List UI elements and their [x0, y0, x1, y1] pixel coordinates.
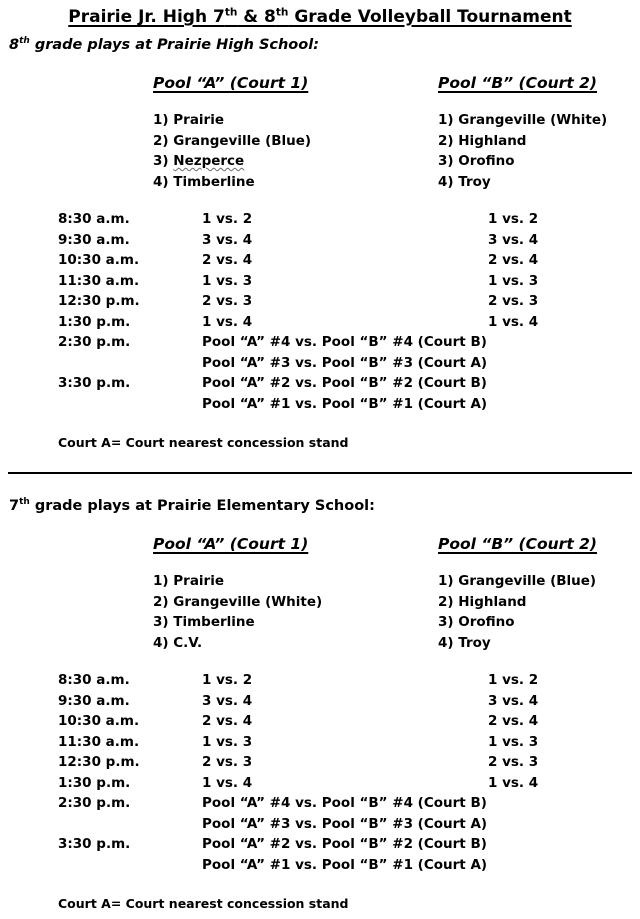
pool-b-matchup: 1 vs. 3 [488, 734, 539, 750]
pool-b-team-list [438, 110, 607, 192]
pool-a-matchup: 1 vs. 4 [202, 314, 253, 330]
title-text: Prairie Jr. High 7 [68, 7, 225, 27]
schedule-row [0, 232, 640, 253]
team-item: 1) Prairie [153, 573, 224, 589]
pool-a-team-list [153, 110, 311, 192]
crossover-matchup: Pool “A” #3 vs. Pool “B” #3 (Court A) [202, 816, 488, 832]
heading-text: grade plays at Prairie Elementary School: [29, 498, 375, 514]
grade7-section [0, 498, 640, 918]
team-item: 1) Grangeville (White) [438, 112, 608, 128]
pool-play-schedule [0, 672, 640, 796]
team-item: 4) C.V. [153, 634, 203, 651]
game-time: 12:30 p.m. [58, 293, 140, 309]
crossover-matchup: Pool “A” #2 vs. Pool “B” #2 (Court B) [202, 375, 487, 391]
schedule-row [0, 775, 640, 796]
title-text: Grade Volleyball Tournament [288, 7, 572, 27]
pool-a-matchup: 1 vs. 3 [202, 734, 253, 750]
pool-a-matchup: 1 vs. 2 [202, 672, 253, 688]
team-item: 1) Prairie [153, 112, 224, 128]
pool-b-matchup: 1 vs. 3 [488, 273, 539, 289]
grade8-section [0, 37, 640, 457]
team-item: 3) Orofino [438, 153, 515, 170]
pool-b-matchup: 1 vs. 2 [488, 672, 539, 688]
game-time: 3:30 p.m. [58, 375, 131, 391]
game-time: 8:30 a.m. [58, 211, 130, 227]
pool-play-schedule [0, 211, 640, 335]
game-time: 3:30 p.m. [58, 836, 131, 852]
pool-b-header: Pool “B” (Court 2) [438, 74, 598, 92]
team-item: 1) Grangeville (Blue) [438, 573, 597, 589]
game-time: 2:30 p.m. [58, 334, 131, 350]
pool-b-matchup: 1 vs. 4 [488, 314, 539, 330]
schedule-row [0, 293, 640, 314]
finals-row [0, 836, 640, 857]
team-item: 2) Grangeville (White) [153, 593, 323, 610]
finals-row [0, 375, 640, 396]
game-time: 11:30 a.m. [58, 273, 140, 289]
pool-a-matchup: 1 vs. 2 [202, 211, 253, 227]
pool-b-matchup: 3 vs. 4 [488, 693, 539, 709]
pool-b-matchup: 1 vs. 2 [488, 211, 539, 227]
schedule-row [0, 273, 640, 294]
pool-a-matchup: 2 vs. 3 [202, 293, 253, 309]
team-item: 4) Troy [438, 634, 491, 651]
misspelled-team-name: Nezperce [173, 153, 245, 170]
crossover-matchup: Pool “A” #2 vs. Pool “B” #2 (Court B) [202, 836, 487, 852]
finals-row [0, 334, 640, 355]
schedule-row [0, 211, 640, 232]
game-time: 1:30 p.m. [58, 775, 131, 791]
team-item: 3) Orofino [438, 614, 515, 631]
schedule-row [0, 314, 640, 335]
pool-b-header: Pool “B” (Court 2) [438, 535, 598, 553]
pool-a-matchup: 2 vs. 4 [202, 713, 253, 729]
crossover-matchup: Pool “A” #3 vs. Pool “B” #3 (Court A) [202, 355, 488, 371]
title-superscript: th [224, 6, 238, 19]
schedule-row [0, 734, 640, 755]
pool-b-matchup: 2 vs. 4 [488, 713, 539, 729]
pool-a-matchup: 3 vs. 4 [202, 232, 253, 248]
court-note: Court A= Court nearest concession stand [58, 896, 349, 911]
team-item: 2) Highland [438, 593, 527, 610]
pool-a-matchup: 1 vs. 3 [202, 273, 253, 289]
pool-b-matchup: 2 vs. 4 [488, 252, 539, 268]
grade8-heading [9, 37, 319, 53]
pool-b-team-list [438, 571, 596, 653]
crossover-matchup: Pool “A” #1 vs. Pool “B” #1 (Court A) [202, 857, 488, 873]
game-time: 12:30 p.m. [58, 754, 140, 770]
heading-superscript: th [19, 497, 30, 508]
court-note: Court A= Court nearest concession stand [58, 435, 349, 450]
team-number: 3) [153, 153, 174, 170]
game-time: 1:30 p.m. [58, 314, 131, 330]
game-time: 9:30 a.m. [58, 693, 130, 709]
finals-row [0, 396, 640, 417]
pool-a-matchup: 2 vs. 3 [202, 754, 253, 770]
pool-b-matchup: 2 vs. 3 [488, 293, 539, 309]
heading-text: grade plays at Prairie High School: [29, 37, 320, 53]
team-item: 4) Timberline [153, 173, 255, 190]
pool-a-matchup: 3 vs. 4 [202, 693, 253, 709]
section-divider [8, 472, 632, 474]
crossover-finals-schedule [0, 334, 640, 417]
finals-row [0, 816, 640, 837]
heading-text: 7 [9, 498, 20, 514]
pool-b-matchup: 1 vs. 4 [488, 775, 539, 791]
schedule-row [0, 252, 640, 273]
title-superscript: th [275, 6, 289, 19]
game-time: 11:30 a.m. [58, 734, 140, 750]
finals-row [0, 795, 640, 816]
pool-b-matchup: 3 vs. 4 [488, 232, 539, 248]
team-item [153, 151, 311, 172]
pool-a-header: Pool “A” (Court 1) [153, 535, 309, 553]
page-title [0, 7, 640, 27]
grade7-heading [9, 498, 375, 514]
crossover-finals-schedule [0, 795, 640, 878]
schedule-row [0, 672, 640, 693]
team-item: 2) Grangeville (Blue) [153, 132, 312, 149]
crossover-matchup: Pool “A” #4 vs. Pool “B” #4 (Court B) [202, 334, 487, 350]
pool-a-matchup: 2 vs. 4 [202, 252, 253, 268]
pool-b-matchup: 2 vs. 3 [488, 754, 539, 770]
team-item: 3) Timberline [153, 614, 255, 631]
title-text: & 8 [237, 7, 276, 27]
schedule-row [0, 754, 640, 775]
game-time: 10:30 a.m. [58, 252, 140, 268]
pool-a-header: Pool “A” (Court 1) [153, 74, 309, 92]
game-time: 8:30 a.m. [58, 672, 130, 688]
team-item: 4) Troy [438, 173, 491, 190]
finals-row [0, 355, 640, 376]
pool-a-matchup: 1 vs. 4 [202, 775, 253, 791]
heading-text: 8 [9, 37, 20, 53]
game-time: 2:30 p.m. [58, 795, 131, 811]
game-time: 10:30 a.m. [58, 713, 140, 729]
crossover-matchup: Pool “A” #4 vs. Pool “B” #4 (Court B) [202, 795, 487, 811]
team-item: 2) Highland [438, 132, 527, 149]
heading-superscript: th [19, 36, 30, 47]
schedule-row [0, 713, 640, 734]
schedule-row [0, 693, 640, 714]
crossover-matchup: Pool “A” #1 vs. Pool “B” #1 (Court A) [202, 396, 488, 412]
pool-a-team-list [153, 571, 322, 653]
game-time: 9:30 a.m. [58, 232, 130, 248]
finals-row [0, 857, 640, 878]
